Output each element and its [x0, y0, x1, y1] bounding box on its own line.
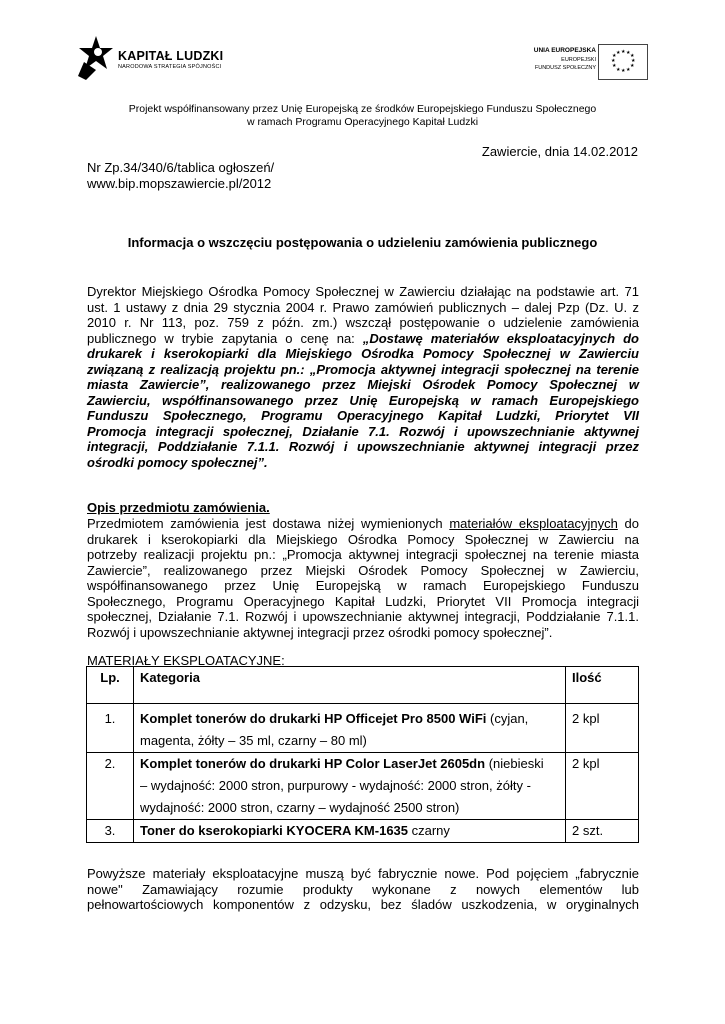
intro-line: integracji, Poddziałanie 7.1.1. Rozwój i upowszechnianie aktywnej integracji przez: [87, 439, 639, 454]
desc-line: potrzeby realizacji projektu pn.: „Promocja aktywnej integracji społecznej na terenie miasta: [87, 547, 639, 562]
desc-line: współfinansowanego przez Unię Europejską w ramach Europejskiego Funduszu: [87, 578, 639, 593]
row-category: [134, 753, 566, 820]
desc-line-end: do: [617, 516, 639, 531]
eu-logo: [533, 44, 648, 80]
item-detail: (niebieski: [485, 756, 544, 771]
intro-line: ust. 1 ustawy z dnia 29 stycznia 2004 r. Prawo zamówień publicznych – dalej Pzp (Dz. U. z: [87, 299, 639, 315]
desc-line: Zawiercie”, realizowanego przez Miejski Ośrodek Pomocy Społecznej w Zawierciu,: [87, 562, 639, 578]
header-category: Kategoria: [134, 667, 566, 704]
row-quantity: 2 szt.: [566, 820, 639, 843]
intro-line-start: publicznego w trybie zapytania o cenę na:: [87, 330, 363, 346]
intro-line: miasta Zawiercie”, realizowanego przez Miejski Ośrodek Pomocy Społecznej w: [87, 377, 639, 392]
kapital-ludzki-star-icon: [76, 32, 116, 82]
svg-text:★: ★: [626, 50, 631, 56]
item-detail: czarny: [408, 823, 450, 838]
header-line1: Projekt współfinansowany przez Unię Europejską ze środków Europejskiego Funduszu Społecznego: [128, 103, 597, 115]
desc-line: społecznej, Działanie 7.1. Rozwój i upowszechnianie aktywnej integracji, Poddziałanie 7.1.1.: [87, 609, 639, 624]
row-lp: 3.: [87, 820, 134, 843]
item-detail: wydajność: 2000 stron, czarny – wydajność 2500 stron): [140, 800, 460, 815]
intro-line: drukarek i kserokopiarki dla Miejskiego Ośrodka Pomocy Społecznej w Zawierciu: [87, 346, 639, 361]
materials-label: MATERIAŁY EKSPLOATACYJNE:: [87, 653, 285, 668]
logo-title: KAPITAŁ LUDZKI: [118, 49, 224, 63]
desc-line: Rozwój i upowszechnianie aktywnej integracji przez ośrodki pomocy społecznej”.: [87, 624, 553, 640]
page-title: Informacja o wszczęciu postępowania o udzieleniu zamówienia publicznego: [127, 235, 598, 250]
item-detail: (cyjan,: [486, 711, 529, 726]
eu-line3: FUNDUSZ SPOŁECZNY: [534, 65, 596, 71]
table-header-row: [87, 667, 639, 704]
closing-line: Powyższe materiały eksploatacyjne muszą być fabrycznie nowe. Pod pojęciem „fabrycznie: [87, 866, 639, 881]
intro-line: ośrodki pomocy społecznej”.: [87, 454, 268, 470]
header-quantity: Ilość: [566, 667, 639, 704]
intro-line: Promocja integracji społecznej, Działanie 7.1. Rozwój i upowszechnianie aktywnej: [87, 423, 639, 439]
intro-line: Funduszu Społecznego, Programu Operacyjnego Kapitał Ludzki, Priorytet VII: [87, 408, 639, 423]
eu-flag-icon: [598, 44, 648, 80]
header-lp: Lp.: [87, 667, 134, 704]
svg-text:★: ★: [626, 67, 631, 73]
table-row: [87, 820, 639, 843]
svg-text:★: ★: [612, 63, 617, 69]
svg-text:★: ★: [630, 53, 635, 59]
item-name: Komplet tonerów do drukarki HP Color LaserJet 2605dn: [140, 756, 486, 771]
header-line2: w ramach Programu Operacyjnego Kapitał Ludzki: [246, 116, 479, 128]
intro-line: Zawierciu, współfinansowanego przez Unię Europejską w ramach Europejskiego: [87, 392, 639, 408]
intro-line: [87, 331, 639, 347]
desc-line: drukarek i kserokopiarki dla Miejskiego Ośrodka Pomocy Społecznej w Zawierciu na: [87, 531, 639, 547]
closing-line: pełnowartościowych komponentów z odzysku, bez śladów uszkodzenia, w oryginalnych: [87, 897, 639, 912]
eu-line1: UNIA EUROPEJSKA: [533, 47, 596, 54]
intro-line: związaną z realizacją projektu pn.: „Promocja aktywnej integracji społecznej na terenie: [87, 361, 639, 377]
closing-line: nowe" Zamawiający rozumie produkty wykonane z nowych elementów lub: [87, 881, 639, 897]
svg-text:★: ★: [612, 53, 617, 59]
intro-paragraph: [87, 284, 639, 470]
eu-line2: EUROPEJSKI: [561, 57, 596, 63]
intro-line: Dyrektor Miejskiego Ośrodka Pomocy Społecznej w Zawierciu działając na podstawie art. 71: [87, 284, 639, 299]
desc-line: [87, 516, 639, 532]
svg-text:★: ★: [630, 63, 635, 69]
description-paragraph: [87, 516, 639, 640]
row-quantity: 2 kpl: [566, 753, 639, 820]
desc-line: Społecznego, Programu Operacyjnego Kapitał Ludzki, Priorytet VII Promocja integracji: [87, 593, 639, 609]
svg-text:★: ★: [616, 67, 621, 73]
svg-text:★: ★: [621, 68, 626, 74]
svg-text:★: ★: [631, 58, 636, 64]
item-name: Komplet tonerów do drukarki HP Officejet Pro 8500 WiFi: [140, 711, 487, 726]
cofinancing-header: [0, 103, 725, 129]
logo-subtitle: NARODOWA STRATEGIA SPÓJNOŚCI: [118, 64, 222, 70]
reference-number: Nr Zp.34/340/6/tablica ogłoszeń/: [87, 160, 275, 175]
table-row: [87, 704, 639, 753]
materials-table: [86, 666, 639, 843]
section-heading: Opis przedmiotu zamówienia.: [87, 500, 270, 515]
underlined-term: materiałów eksploatacyjnych: [449, 516, 618, 531]
row-lp: 2.: [87, 753, 134, 820]
place-date: Zawiercie, dnia 14.02.2012: [481, 144, 638, 159]
row-quantity: 2 kpl: [566, 704, 639, 753]
svg-text:★: ★: [616, 50, 621, 56]
item-detail: magenta, żółty – 35 ml, czarny – 80 ml): [140, 733, 367, 748]
intro-line: 2010 r. Nr 113, poz. 759 z późn. zm.) wszczął postępowanie o udzielenie zamówienia: [87, 315, 639, 330]
closing-paragraph: [87, 866, 639, 913]
svg-text:★: ★: [621, 49, 626, 55]
row-category: [134, 704, 566, 753]
table-row: [87, 753, 639, 820]
desc-line-start: Przedmiotem zamówienia jest dostawa niżej wymienionych: [87, 516, 450, 531]
contract-title-start: „Dostawę materiałów eksploatacyjnych do: [362, 330, 639, 346]
row-category: [134, 820, 566, 843]
item-name: Toner do kserokopiarki KYOCERA KM-1635: [140, 823, 409, 838]
row-lp: 1.: [87, 704, 134, 753]
reference-url: www.bip.mopszawiercie.pl/2012: [87, 176, 272, 191]
kapital-ludzki-logo: [76, 32, 246, 82]
item-detail: – wydajność: 2000 stron, purpurowy - wydajność: 2000 stron, żółty -: [140, 778, 531, 793]
svg-text:★: ★: [611, 58, 616, 64]
